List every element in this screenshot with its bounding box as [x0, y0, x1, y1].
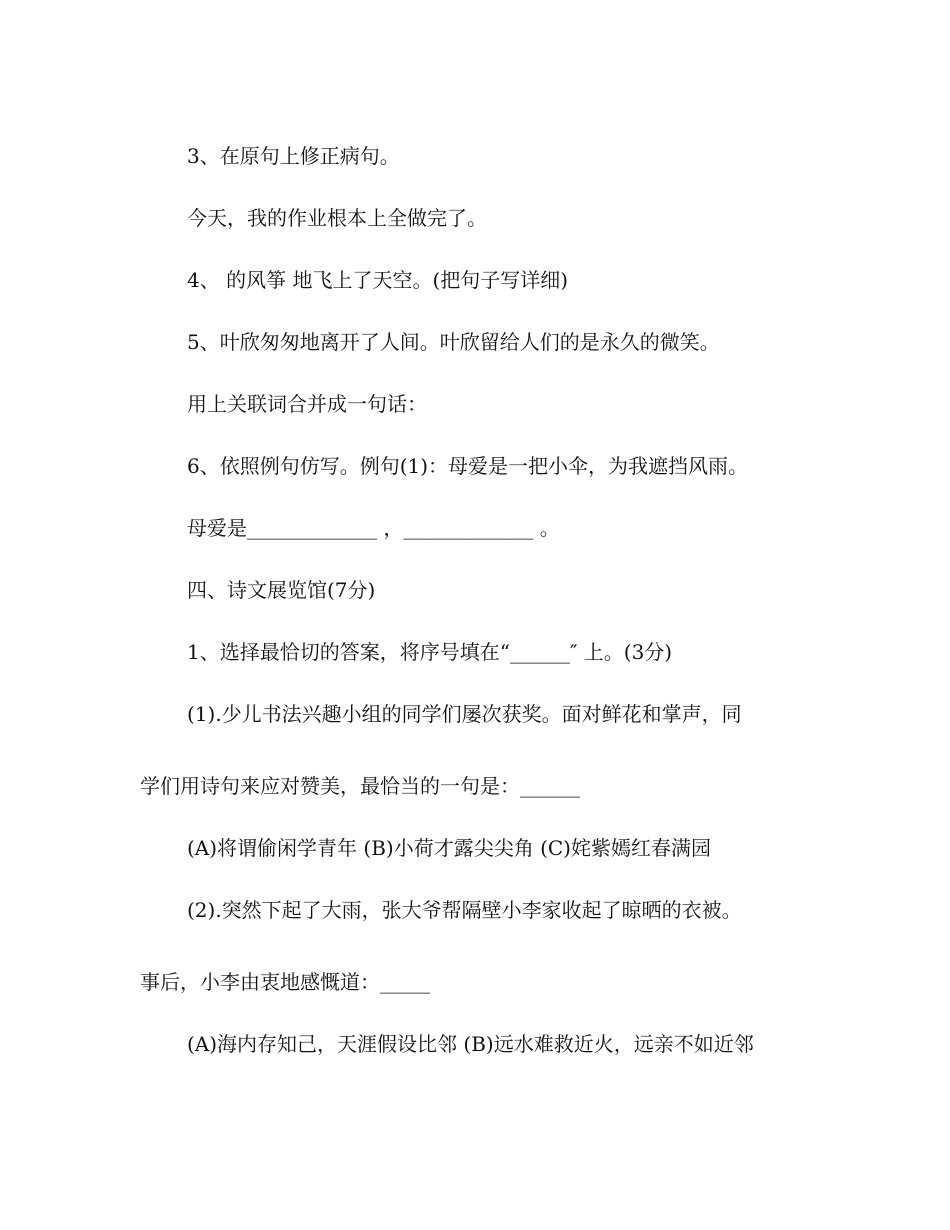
text-line-q3-sentence: 今天，我的作业根本上全做完了。 [187, 206, 487, 230]
text-line-poetry-q1-1: (1).少儿书法兴趣小组的同学们屡次获奖。面对鲜花和掌声，同 [187, 702, 742, 726]
text-line-poetry-q1-2-cont: 事后，小李由衷地感慨道：_____ [140, 970, 430, 994]
text-line-poetry-q1-1-options: (A)将谓偷闲学青年 (B)小荷才露尖尖角 (C)姹紫嫣红春满园 [187, 836, 711, 860]
text-line-poetry-q1-1-cont: 学们用诗句来应对赞美，最恰当的一句是：______ [140, 774, 580, 798]
text-line-poetry-q1-2-options: (A)海内存知己，天涯假设比邻 (B)远水难救近火，远亲不如近邻 [187, 1032, 754, 1056]
text-line-poetry-q1: 1、选择最恰切的答案，将序号填在“______″ 上。(3分) [187, 640, 673, 664]
text-line-poetry-q1-2: (2).突然下起了大雨，张大爷帮隔壁小李家收起了晾晒的衣被。 [187, 898, 742, 922]
text-line-q6: 6、依照例句仿写。例句(1)：母爱是一把小伞，为我遮挡风雨。 [187, 454, 749, 478]
text-line-q3-instruction: 3、在原句上修正病句。 [187, 144, 400, 168]
text-line-q5-instruction: 用上关联词合并成一句话： [187, 392, 427, 416]
text-line-q5: 5、叶欣匆匆地离开了人间。叶欣留给人们的是永久的微笑。 [187, 330, 720, 354]
text-line-q6-blank: 母爱是_____________ ，_____________ 。 [187, 516, 560, 540]
section-heading-poetry: 四、诗文展览馆(7分) [187, 578, 376, 602]
text-line-q4: 4、 的风筝 地飞上了天空。(把句子写详细) [187, 268, 569, 292]
